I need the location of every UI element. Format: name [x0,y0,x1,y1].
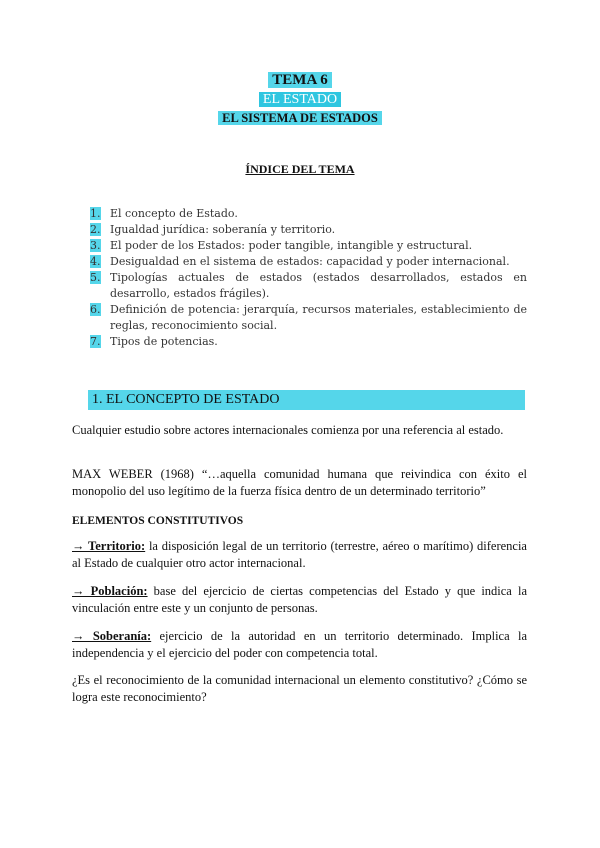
index-heading: ÍNDICE DEL TEMA [245,162,355,176]
weber-quote: MAX WEBER (1968) “…aquella comunidad humana que reivindica con éxito el monopolio del uso legítimo de la fuerza física dentro de un determinado territorio” [72,467,527,498]
poblacion-term: → Población: [72,584,148,598]
list-item: 3. El poder de los Estados: poder tangible, intangible y estructural. [90,239,473,252]
poblacion-paragraph: → Población: base del ejercicio de ciertas competencias del Estado y que indica la vinculación entre este y un conjunto de personas. [72,584,527,615]
list-item: 7. Tipos de potencias. [90,335,218,348]
section-heading: 1. EL CONCEPTO DE ESTADO [88,390,525,410]
soberania-term: → Soberanía: [72,629,152,643]
elements-heading: ELEMENTOS CONSTITUTIVOS [72,515,244,527]
intro-paragraph: Cualquier estudio sobre actores internacionales comienza por una referencia al estado. [72,423,504,437]
doc-subtitle: EL SISTEMA DE ESTADOS [0,111,600,126]
territorio-paragraph: → Territorio: la disposición legal de un territorio (terrestre, aéreo o marítimo) diferencia al Estado de cualquier otro actor internacional. [72,539,527,570]
question-paragraph: ¿Es el reconocimiento de la comunidad internacional un elemento constitutivo? ¿Cómo se logra este reconocimiento? [72,673,527,704]
list-item: 6. Definición de potencia: jerarquía, recursos materiales, establecimiento de reglas, reconocimiento social. [90,303,527,332]
table-of-contents [90,206,527,350]
list-item: 5. Tipologías actuales de estados (estados desarrollados, estados en desarrollo, estados frágiles). [90,271,527,300]
doc-title: EL ESTADO [0,92,600,108]
list-item: 4. Desigualdad en el sistema de estados: capacidad y poder internacional. [90,255,510,268]
tema-title: TEMA 6 [0,72,600,89]
soberania-paragraph: → Soberanía: ejercicio de la autoridad en un territorio determinado. Implica la independencia y el ejercicio del poder con competencia total. [72,629,527,660]
list-item: 1. El concepto de Estado. [90,207,238,220]
territorio-term: → Territorio: [72,539,146,553]
list-item: 2. Igualdad jurídica: soberanía y territorio. [90,223,336,236]
